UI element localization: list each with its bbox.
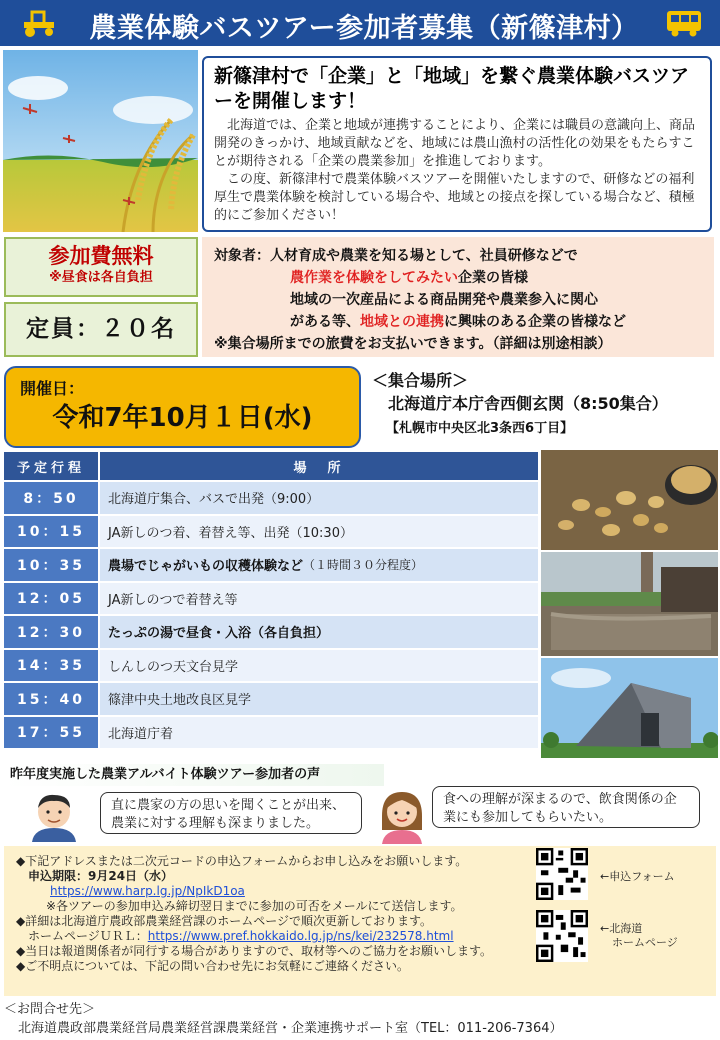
schedule-place: 北海道庁着 (100, 717, 538, 749)
contact-label: ＜お問合せ先＞ (4, 1002, 96, 1017)
woman-avatar-icon (374, 786, 430, 844)
table-row (4, 549, 538, 583)
schedule-time: 17：55 (4, 717, 100, 749)
meeting-location: 北海道庁本庁舎西側玄関（8:50集合） (388, 394, 668, 413)
application-form-qr-code[interactable] (536, 848, 588, 900)
intro-headline: 新篠津村で「企業」と「地域」を繋ぐ農業体験バスツアーを開催します！ (214, 65, 690, 112)
press-notice: ◆当日は報道関係者が同行する場合がありますので、取材等へのご協力をお願いします。 (16, 944, 493, 958)
contact-info: 北海道農政部農業経営局農業経営課農業経営・企業連携サポート室（TEL：011-206-7364） (18, 1021, 563, 1036)
target-highlight-1: 農作業を体験をしてみたい (290, 270, 458, 286)
man-avatar-icon (26, 790, 82, 842)
observatory-photo (541, 658, 718, 758)
target-line-3: 地域の一次産品による商品開発や農業参入に関心 (290, 292, 598, 308)
tractor-icon (20, 8, 58, 38)
lunch-note: ※昼食は各自負担 (49, 270, 153, 285)
header-banner (0, 0, 720, 46)
voices-title: 昨年度実施した農業アルバイト体験ツアー参加者の声 (4, 764, 384, 786)
contact-section (4, 1000, 716, 1038)
target-line-2: 農作業を体験をしてみたい企業の皆様 (290, 270, 528, 286)
event-date: 令和7年10月１日(水) (52, 403, 313, 433)
application-form-link[interactable]: https://www.harp.lg.jp/NpIkD1oa (50, 884, 245, 898)
meeting-address: 【札幌市中央区北3条西6丁目】 (386, 421, 574, 436)
homepage-qr-code[interactable] (536, 910, 588, 962)
schedule-place: たっぷの湯で昼食・入浴（各自負担） (100, 616, 538, 648)
homepage-link[interactable]: https://www.pref.hokkaido.lg.jp/ns/kei/232578.html (147, 929, 454, 943)
schedule-place: 農場でじゃがいもの収穫体験など （１時間３０分程度） (100, 549, 538, 581)
contact-notice: ◆ご不明点については、下記の問い合わせ先にお気軽にご連絡ください。 (16, 959, 409, 973)
schedule-place: 篠津中央土地改良区見学 (100, 683, 538, 715)
schedule-time: 12：30 (4, 616, 100, 648)
date-label: 開催日： (20, 379, 85, 398)
potato-harvest-photo (541, 450, 718, 550)
apply-deadline: 申込期限：9月24日（水） (28, 869, 174, 883)
schedule-time: 15：40 (4, 683, 100, 715)
fee-label: 参加費無料 (48, 244, 154, 268)
target-line-4: がある等、地域との連携に興味のある企業の皆様など (290, 314, 626, 330)
schedule-place: JA新しのつ着、着替え等、出発（10:30） (100, 516, 538, 548)
bus-icon (665, 8, 703, 38)
qr-homepage-label: ←北海道 ホームページ (600, 922, 678, 949)
schedule-header-row (4, 452, 538, 482)
capacity-label: 定員：２０名 (26, 316, 176, 342)
table-row (4, 516, 538, 550)
hot-spring-photo (541, 552, 718, 656)
qr-form-label: ←申込フォーム (600, 870, 675, 883)
event-date-box (4, 366, 361, 448)
table-row (4, 482, 538, 516)
apply-instruction: ◆下記アドレスまたは二次元コードの申込フォームからお申し込みをお願いします。 (16, 854, 468, 868)
schedule-time: 12：05 (4, 583, 100, 615)
table-row (4, 616, 538, 650)
target-line-1: 対象者：人材育成や農業を知る場として、社員研修などで (214, 248, 578, 264)
capacity-box (4, 302, 198, 357)
page-title: 農業体験バスツアー参加者募集（新篠津村） (89, 13, 639, 44)
fee-box (4, 237, 198, 297)
intro-box (202, 56, 712, 232)
apply-note: ※各ツアーの参加申込み締切翌日までに参加の可否をメールにて送信します。 (46, 899, 463, 913)
table-row (4, 683, 538, 717)
schedule-time: 14：35 (4, 650, 100, 682)
schedule-time: 8：50 (4, 482, 100, 514)
schedule-time-header: 予定行程 (4, 452, 100, 480)
schedule-time: 10：15 (4, 516, 100, 548)
intro-paragraph-1: 北海道では、企業と地域が連携することにより、企業には職員の意識向上、商品開発のきっかけ、地域貢献などを、地域には農山漁村の活性化の効果をもたらすことが期待される「企業の農業参加」を推進しております。 (214, 118, 696, 169)
target-audience-box (202, 237, 714, 357)
voice-bubble-1: 直に農家の方の思いを聞くことが出来、農業に対する理解も深まりました。 (100, 792, 362, 834)
meeting-place (372, 370, 712, 438)
schedule-place: JA新しのつで着替え等 (100, 583, 538, 615)
travel-expense-note: ※集合場所までの旅費をお支払いできます。（詳細は別途相談） (214, 336, 612, 352)
table-row (4, 717, 538, 751)
meeting-label: ＜集合場所＞ (372, 371, 469, 390)
homepage-label: ホームページＵＲＬ： (28, 929, 148, 943)
table-row (4, 650, 538, 684)
schedule-time: 10：35 (4, 549, 100, 581)
table-row (4, 583, 538, 617)
schedule-table (4, 452, 538, 750)
schedule-place-header: 場 所 (100, 452, 538, 480)
schedule-place: 北海道庁集合、バスで出発（9:00） (100, 482, 538, 514)
detail-info-line: ◆詳細は北海道庁農政部農業経営課のホームページで順次更新しております。 (16, 914, 433, 928)
voice-bubble-2: 食への理解が深まるので、飲食関係の企業にも参加してもらいたい。 (432, 786, 700, 828)
intro-paragraph-2: この度、新篠津村で農業体験バスツアーを開催いたしますので、研修などの福利厚生で農業体験を検討している場合や、地域との接点を探している場合など、積極的にご参加ください！ (214, 172, 695, 223)
schedule-place: しんしのつ天文台見学 (100, 650, 538, 682)
target-highlight-2: 地域との連携 (360, 314, 444, 330)
rice-field-illustration (3, 50, 198, 232)
